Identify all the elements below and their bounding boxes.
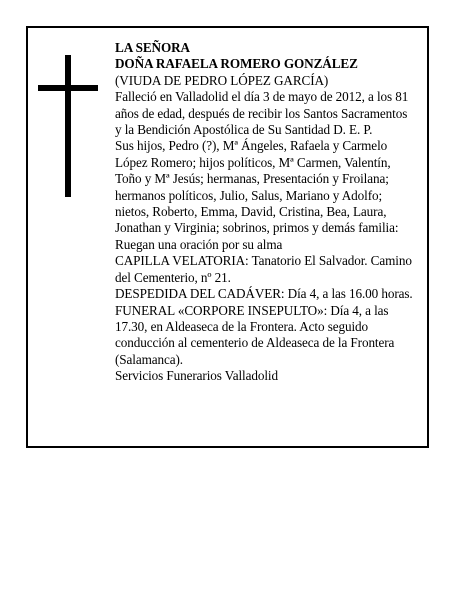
cross-horizontal-bar bbox=[38, 85, 98, 91]
cross-icon bbox=[38, 55, 98, 197]
prayer-request: Ruegan una oración por su alma bbox=[115, 236, 283, 252]
death-paragraph: Falleció en Valladolid el día 3 de mayo de 2012, a los 81 años de edad, después de recibir los Santos Sacramentos y la Bendición Apostólica de Su Santidad D. E. P. bbox=[115, 89, 409, 138]
deceased-name: DOÑA RAFAELA ROMERO GONZÁLEZ bbox=[115, 56, 358, 72]
chapel-info: CAPILLA VELATORIA: Tanatorio El Salvador. Camino del Cementerio, nº 21. bbox=[115, 253, 412, 285]
heading-title: LA SEÑORA bbox=[115, 40, 190, 55]
funeral-info: FUNERAL «CORPORE INSEPULTO»: Día 4, a las 17.30, en Aldeaseca de la Frontera. Acto seguido conducción al cementerio de Aldeaseca de la Frontera (Salamanca). bbox=[115, 302, 395, 367]
farewell-info: DESPEDIDA DEL CADÁVER: Día 4, a las 16.00 horas. bbox=[115, 286, 413, 302]
widow-line: (VIUDA DE PEDRO LÓPEZ GARCÍA) bbox=[115, 72, 329, 88]
cross-vertical-bar bbox=[65, 55, 71, 197]
funeral-services: Servicios Funerarios Valladolid bbox=[115, 368, 278, 384]
obituary-text bbox=[115, 40, 415, 385]
family-paragraph: Sus hijos, Pedro (?), Mª Ángeles, Rafaela y Carmelo López Romero; hijos políticos, Mª Carmen, Valentín, Toño y Mª Jesús; hermanas, Presentación y Froilana; hermanos políticos, Julio, Salus, Mariano y Adolfo; nietos, Roberto, Emma, David, Cristina, Bea, Laura, Jonathan y Virginia; sobrinos, primos y demás familia: bbox=[115, 138, 399, 236]
